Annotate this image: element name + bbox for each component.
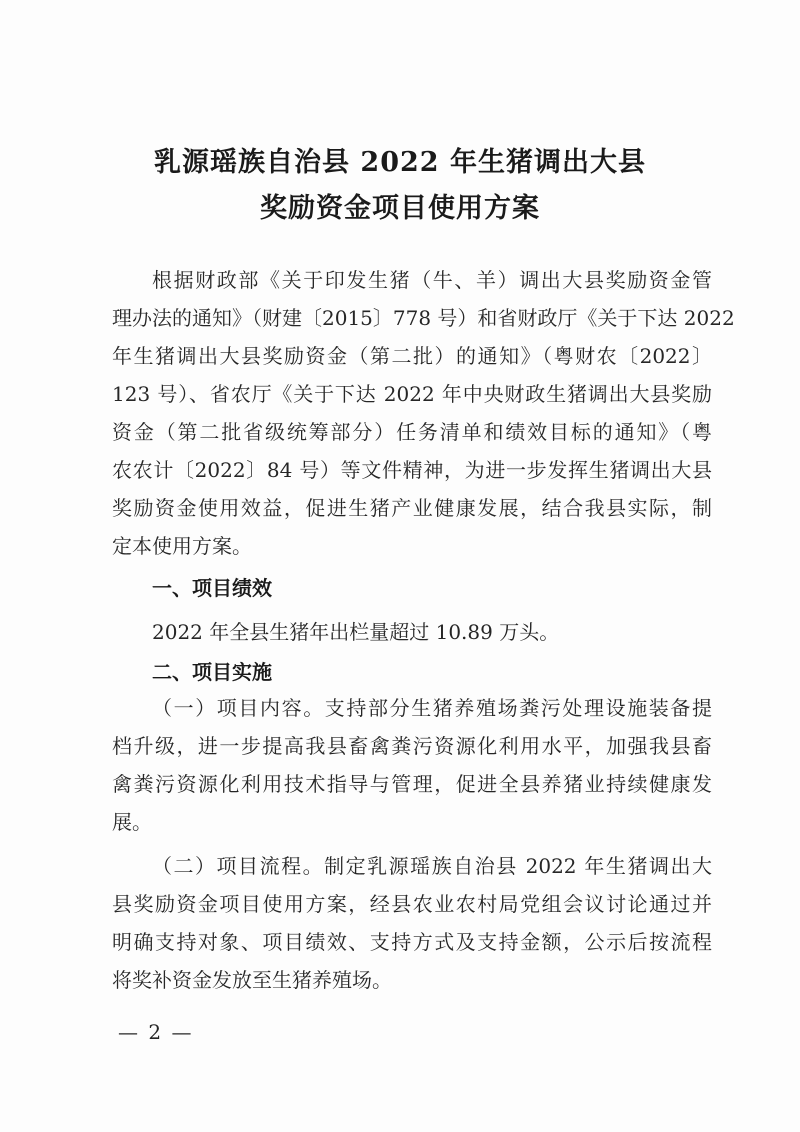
intro-line-1: 根据财政部《关于印发生猪（牛、羊）调出大县奖励资金管 (152, 268, 712, 292)
section-2-item-2-line-4: 将奖补资金发放至生猪养殖场。 (112, 968, 392, 992)
section-2-item-1-line-3: 禽粪污资源化利用技术指导与管理，促进全县养猪业持续健康发 (112, 772, 712, 796)
section-2-item-2-line-2: 县奖励资金项目使用方案，经县农业农村局党组会议讨论通过并 (112, 892, 712, 916)
section-2-item-1-line-2: 档升级，进一步提高我县畜禽粪污资源化利用水平，加强我县畜 (112, 734, 712, 758)
intro-line-6: 农农计〔2022〕84 号）等文件精神，为进一步发挥生猪调出大县 (112, 458, 712, 482)
intro-line-8: 定本使用方案。 (112, 534, 252, 558)
section-2-item-2-line-3: 明确支持对象、项目绩效、支持方式及支持金额，公示后按流程 (112, 930, 712, 954)
section-2-item-2-line-1: （二）项目流程。制定乳源瑶族自治县 2022 年生猪调出大 (152, 854, 712, 878)
intro-line-5: 资金（第二批省级统筹部分）任务清单和绩效目标的通知》（粤 (112, 420, 712, 444)
intro-line-2: 理办法的通知》（财建〔2015〕778 号）和省财政厅《关于下达 2022 (112, 306, 735, 330)
intro-line-3: 年生猪调出大县奖励资金（第二批）的通知》（粤财农〔2022〕 (112, 344, 712, 368)
section-2-item-1-line-1: （一）项目内容。支持部分生猪养殖场粪污处理设施装备提 (152, 696, 712, 720)
document-title-line-1: 乳源瑶族自治县 2022 年生猪调出大县 (154, 147, 646, 178)
document-title-line-2: 奖励资金项目使用方案 (260, 193, 540, 224)
intro-line-7: 奖励资金使用效益，促进生猪产业健康发展，结合我县实际，制 (112, 496, 712, 520)
page-number: — 2 — (118, 1020, 194, 1044)
section-1-text: 2022 年全县生猪年出栏量超过 10.89 万头。 (152, 620, 560, 644)
section-2-item-1-line-4: 展。 (112, 810, 152, 834)
intro-line-4: 123 号）、省农厅《关于下达 2022 年中央财政生猪调出大县奖励 (112, 382, 712, 406)
section-2-heading: 二、项目实施 (152, 660, 272, 684)
section-1-heading: 一、项目绩效 (152, 576, 272, 600)
